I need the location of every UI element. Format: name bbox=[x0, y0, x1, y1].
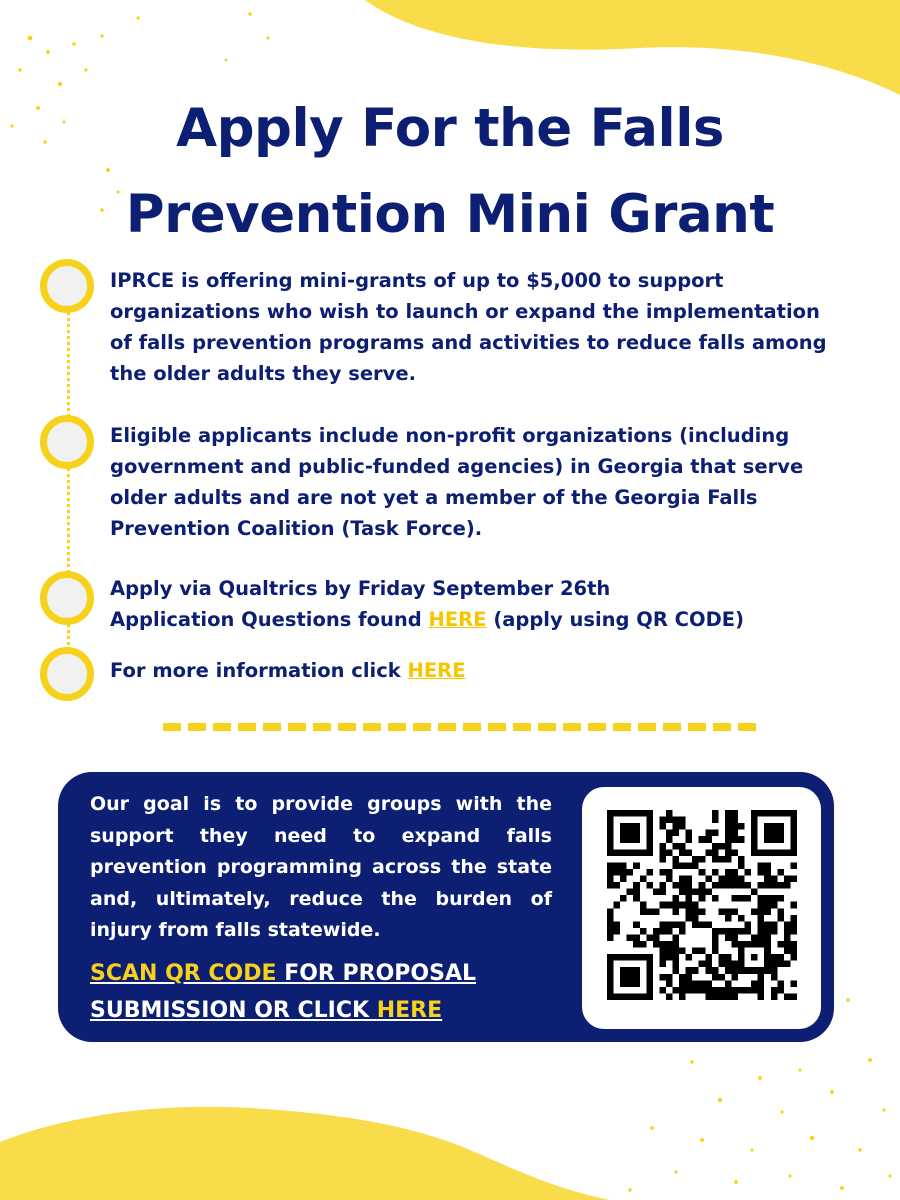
cta-scan-qr-link[interactable]: SCAN QR CODE bbox=[90, 961, 277, 986]
more-info-link[interactable]: HERE bbox=[407, 659, 466, 682]
timeline-ring-icon bbox=[40, 647, 94, 701]
title-line-2: Prevention Mini Grant bbox=[125, 184, 775, 245]
more-info-text: For more information click bbox=[110, 659, 408, 682]
timeline-ring-icon bbox=[40, 259, 94, 313]
application-questions bbox=[110, 604, 840, 635]
application-questions-text: Application Questions found bbox=[110, 608, 429, 631]
bullet-apply bbox=[110, 573, 840, 635]
goal-statement: Our goal is to provide groups with the support they need to expand falls prevention programming across the state and, ultimately, reduce the burden of injury from falls statewide. bbox=[90, 793, 552, 941]
application-questions-link[interactable]: HERE bbox=[428, 608, 487, 631]
dashed-divider bbox=[163, 723, 758, 731]
top-right-wave bbox=[365, 0, 900, 95]
cta-text-part1: FOR PROPOSAL bbox=[276, 961, 477, 986]
timeline-ring-icon bbox=[40, 415, 94, 469]
title-line-1: Apply For the Falls bbox=[176, 98, 724, 159]
bullet-eligibility: Eligible applicants include non-profit organizations (including government and public-funded agencies) in Georgia that serve older adults and are not yet a member of the Georgia Falls Prevention Coalition (Task Force). bbox=[110, 424, 804, 540]
qr-code-icon[interactable] bbox=[607, 810, 797, 1000]
cta-text bbox=[90, 955, 560, 1029]
cta-here-link[interactable]: HERE bbox=[376, 998, 443, 1023]
timeline-ring-icon bbox=[40, 571, 94, 625]
apply-deadline: Apply via Qualtrics by Friday September 26th bbox=[110, 577, 611, 600]
bullet-grant-offer: IPRCE is offering mini-grants of up to $5,000 to support organizations who wish to launch or expand the implementation of falls prevention programs and activities to reduce falls among the older adults they serve. bbox=[110, 269, 827, 385]
application-questions-note: (apply using QR CODE) bbox=[486, 608, 744, 631]
page-title bbox=[0, 86, 900, 258]
bullet-more-info bbox=[110, 655, 840, 686]
cta-text-part2: SUBMISSION OR CLICK bbox=[90, 998, 377, 1023]
bottom-left-wave bbox=[0, 1107, 610, 1200]
